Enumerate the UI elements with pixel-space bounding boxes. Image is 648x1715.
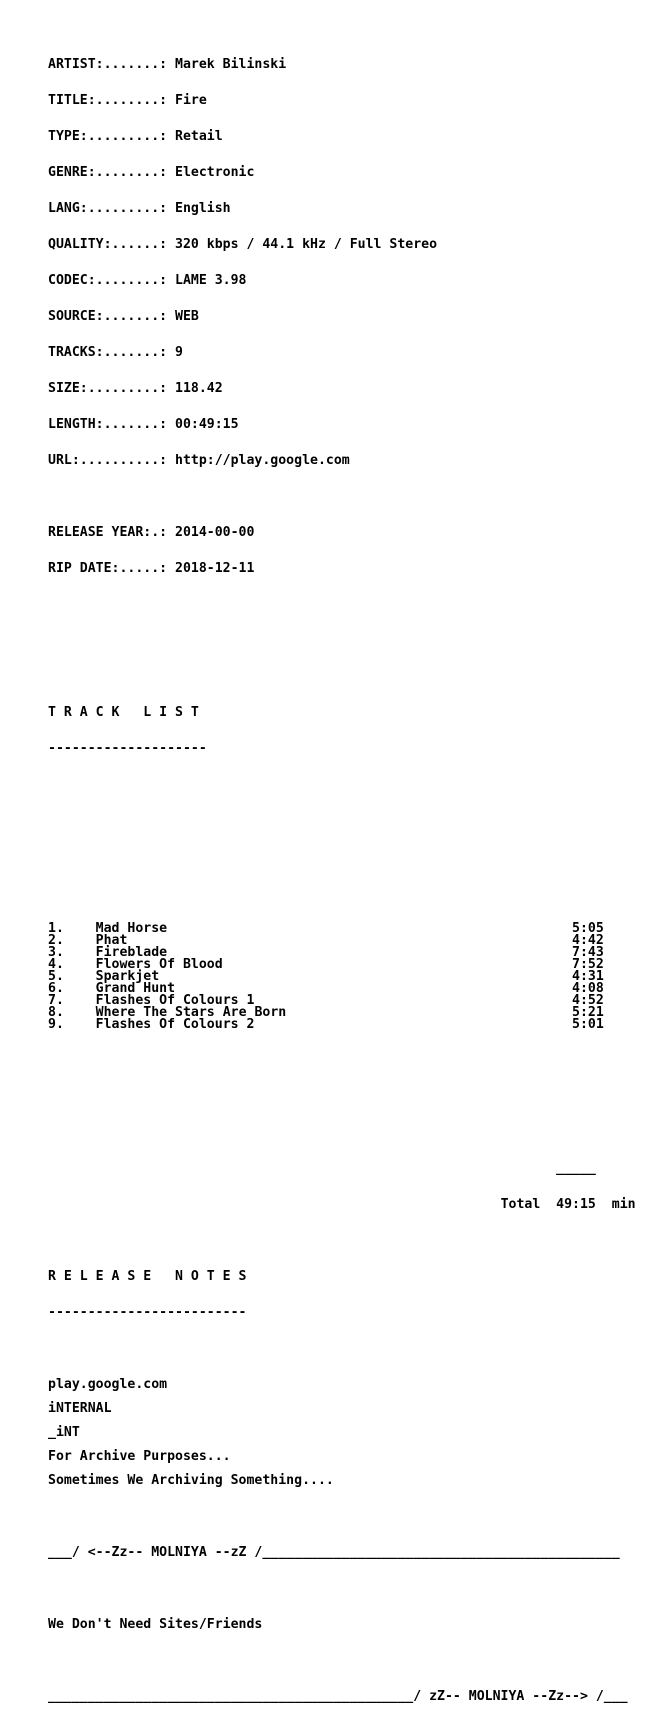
spacer [48, 1235, 636, 1247]
spacer [48, 1091, 636, 1103]
spacer [48, 599, 636, 611]
track-number: 4. [48, 957, 64, 972]
track-time: 5:01 [572, 1017, 604, 1032]
release-note-line: iNTERNAL [48, 1401, 112, 1416]
total-rule [48, 1163, 636, 1175]
track-title: Flashes Of Colours 2 [95, 1017, 255, 1032]
spacer [48, 1055, 636, 1067]
tracklist-heading: T R A C K L I S T [48, 705, 199, 720]
release-note-line: For Archive Purposes... [48, 1449, 231, 1464]
spacer [48, 1583, 636, 1595]
track-list [48, 923, 636, 1031]
spacer [48, 671, 636, 683]
track-number: 6. [48, 981, 64, 996]
track-number: 3. [48, 945, 64, 960]
spacer [48, 635, 636, 647]
spacer [48, 851, 636, 863]
track-number: 2. [48, 933, 64, 948]
total-unit: min [611, 1197, 636, 1212]
track-time: 5:21 [572, 1005, 604, 1020]
info-genre: GENRE:........: Electronic [48, 165, 255, 180]
track-title: Phat [95, 933, 128, 948]
track-number: 9. [48, 1017, 64, 1032]
track-title: Flowers Of Blood [95, 957, 223, 972]
tracklist-underline: -------------------- [48, 741, 207, 756]
track-time: 7:52 [572, 957, 604, 972]
spacer [48, 1343, 636, 1355]
nfo-text [48, 35, 636, 1715]
track-time: 5:05 [572, 921, 604, 936]
footer-tagline: We Don't Need Sites/Friends [48, 1617, 263, 1632]
spacer [48, 1511, 636, 1523]
total-rule-mark: _____ [556, 1161, 596, 1176]
info-source: SOURCE:.......: WEB [48, 309, 199, 324]
total-time: 49:15 [556, 1197, 596, 1212]
footer-banner-2: ______________________________________________/ zZ-- MOLNIYA --Zz--> /___ [48, 1689, 628, 1704]
total-label: Total [500, 1197, 541, 1212]
info-size: SIZE:.........: 118.42 [48, 381, 223, 396]
info-url: URL:..........: http://play.google.com [48, 453, 350, 468]
footer-banner-1: ___/ <--Zz-- MOLNIYA --zZ /_____________________________________________ [48, 1545, 620, 1560]
info-lang: LANG:.........: English [48, 201, 231, 216]
info-artist: ARTIST:.......: Marek Bilinski [48, 57, 287, 72]
spacer [48, 1127, 636, 1139]
release-note-line: play.google.com [48, 1377, 168, 1392]
track-time: 4:08 [572, 981, 604, 996]
track-title: Sparkjet [95, 969, 160, 984]
track-title: Where The Stars Are Born [95, 1005, 287, 1020]
info-codec: CODEC:........: LAME 3.98 [48, 273, 247, 288]
spacer [48, 1415, 636, 1427]
info-rip-date: RIP DATE:.....: 2018-12-11 [48, 561, 255, 576]
spacer [48, 491, 636, 503]
track-time: 4:42 [572, 933, 604, 948]
track-time: 4:31 [572, 969, 604, 984]
track-number: 8. [48, 1005, 64, 1020]
info-tracks: TRACKS:.......: 9 [48, 345, 183, 360]
info-length: LENGTH:.......: 00:49:15 [48, 417, 239, 432]
spacer [48, 887, 636, 899]
release-note-line: _iNT [48, 1425, 80, 1440]
notes-underline: ------------------------- [48, 1305, 247, 1320]
track-number: 7. [48, 993, 64, 1008]
notes-heading: R E L E A S E N O T E S [48, 1269, 247, 1284]
track-time: 7:43 [572, 945, 604, 960]
track-title: Flashes Of Colours 1 [95, 993, 255, 1008]
total-line [48, 1199, 636, 1211]
release-notes [48, 1379, 636, 1487]
track-title: Grand Hunt [95, 981, 176, 996]
track-time: 4:52 [572, 993, 604, 1008]
track-number: 1. [48, 921, 64, 936]
track-title: Mad Horse [95, 921, 168, 936]
track-title: Fireblade [95, 945, 168, 960]
info-type: TYPE:.........: Retail [48, 129, 223, 144]
spacer [48, 1655, 636, 1667]
spacer [48, 815, 636, 827]
info-title: TITLE:........: Fire [48, 93, 207, 108]
spacer [48, 1391, 636, 1403]
info-release-year: RELEASE YEAR:.: 2014-00-00 [48, 525, 255, 540]
spacer [48, 779, 636, 791]
track-row [48, 1019, 636, 1031]
info-quality: QUALITY:......: 320 kbps / 44.1 kHz / Full Stereo [48, 237, 438, 252]
release-note-line: Sometimes We Archiving Something.... [48, 1473, 334, 1488]
track-number: 5. [48, 969, 64, 984]
